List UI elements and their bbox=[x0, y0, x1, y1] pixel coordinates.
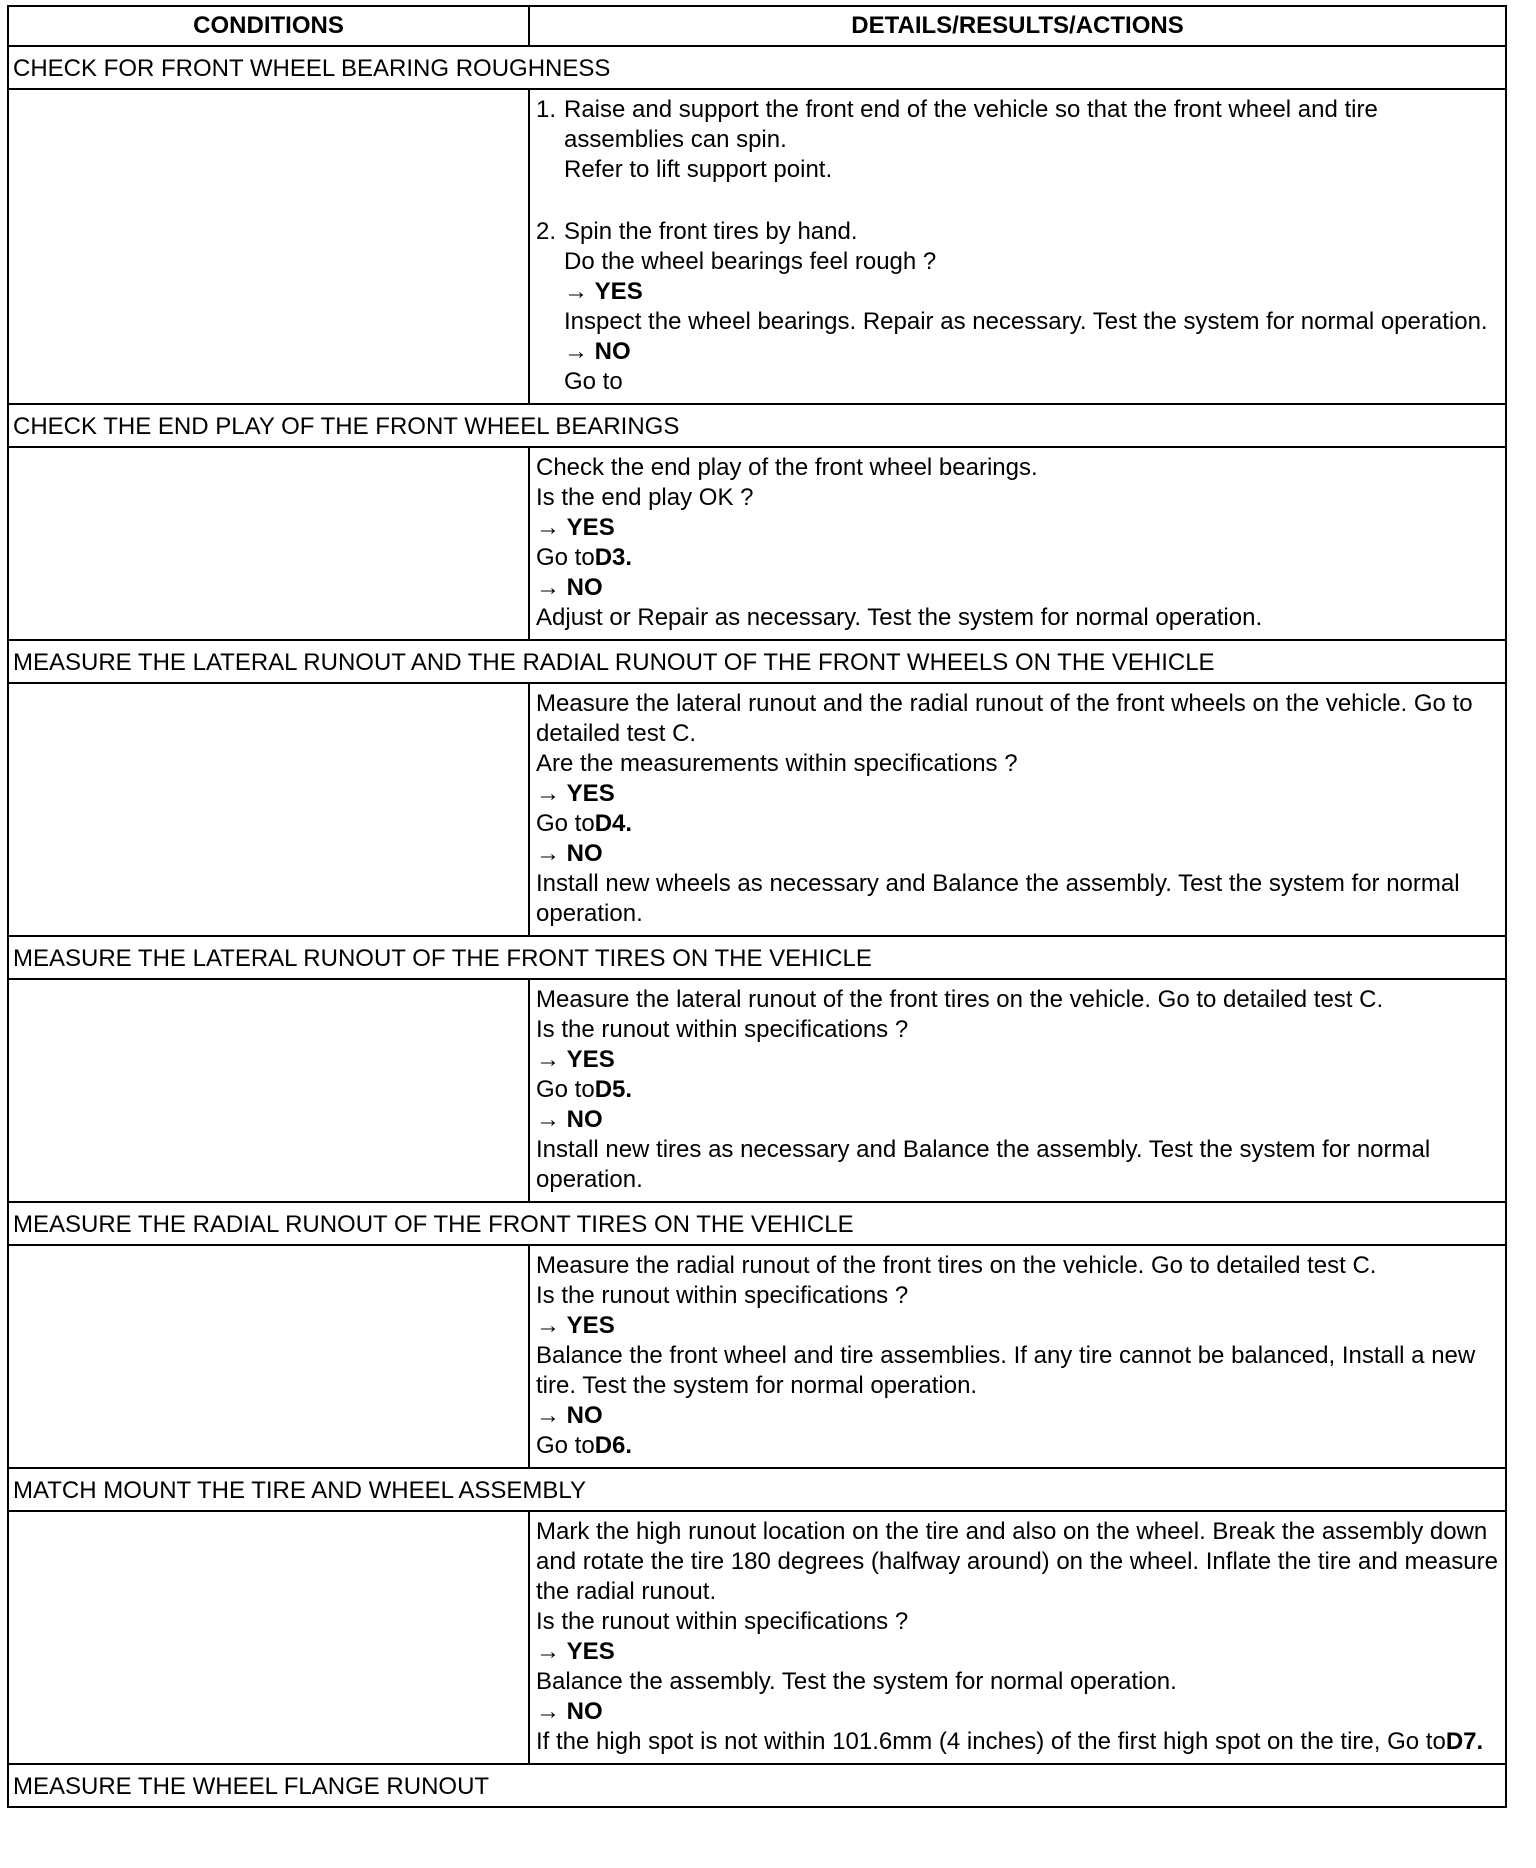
yes-action: Inspect the wheel bearings. Repair as necessary. Test the system for normal operation. bbox=[564, 308, 1488, 335]
instruction-text: Check the end play of the front wheel bearings. bbox=[536, 454, 1038, 481]
section-detail-row bbox=[8, 89, 1506, 404]
no-action: Adjust or Repair as necessary. Test the system for normal operation. bbox=[536, 604, 1263, 631]
details-cell bbox=[529, 1245, 1506, 1468]
arrow-icon: → bbox=[536, 1312, 560, 1339]
section-title: MEASURE THE LATERAL RUNOUT AND THE RADIAL RUNOUT OF THE FRONT WHEELS ON THE VEHICLE bbox=[8, 640, 1506, 683]
yes-branch: → YES bbox=[536, 514, 615, 541]
no-branch: → NO bbox=[536, 1106, 603, 1133]
section-title-row bbox=[8, 640, 1506, 683]
conditions-cell bbox=[8, 1245, 529, 1468]
no-action: Go to bbox=[564, 368, 623, 395]
section-title: MEASURE THE LATERAL RUNOUT OF THE FRONT TIRES ON THE VEHICLE bbox=[8, 936, 1506, 979]
no-action: Go toD6. bbox=[536, 1432, 633, 1459]
instruction-text: Measure the lateral runout of the front tires on the vehicle. Go to detailed test C. bbox=[536, 986, 1384, 1013]
step-1: 1. Raise and support the front end of the vehicle so that the front wheel and tire assemblies can spin. bbox=[536, 96, 1378, 153]
section-detail-row bbox=[8, 1511, 1506, 1764]
no-branch: → NO bbox=[564, 338, 631, 365]
no-branch: → NO bbox=[536, 1402, 603, 1429]
question-text: Is the end play OK ? bbox=[536, 484, 754, 511]
step-1-reference: Refer to lift support point. bbox=[564, 156, 833, 183]
details-cell bbox=[529, 979, 1506, 1202]
section-title: MEASURE THE WHEEL FLANGE RUNOUT bbox=[8, 1764, 1506, 1807]
question-text: Is the runout within specifications ? bbox=[536, 1016, 909, 1043]
section-detail-row bbox=[8, 683, 1506, 936]
instruction-text: Measure the radial runout of the front tires on the vehicle. Go to detailed test C. bbox=[536, 1252, 1377, 1279]
conditions-cell bbox=[8, 683, 529, 936]
section-title: CHECK THE END PLAY OF THE FRONT WHEEL BEARINGS bbox=[8, 404, 1506, 447]
yes-branch: → YES bbox=[536, 780, 615, 807]
conditions-cell bbox=[8, 979, 529, 1202]
yes-action: Go toD5. bbox=[536, 1076, 633, 1103]
arrow-icon: → bbox=[536, 780, 560, 807]
section-title-row bbox=[8, 1764, 1506, 1807]
arrow-icon: → bbox=[536, 574, 560, 601]
section-detail-row bbox=[8, 979, 1506, 1202]
arrow-icon: → bbox=[536, 1402, 560, 1429]
question-text: Are the measurements within specifications ? bbox=[536, 750, 1018, 777]
yes-branch: → YES bbox=[536, 1046, 615, 1073]
section-title-row bbox=[8, 404, 1506, 447]
arrow-icon: → bbox=[536, 1698, 560, 1725]
question-text: Is the runout within specifications ? bbox=[536, 1282, 909, 1309]
arrow-icon: → bbox=[536, 1046, 560, 1073]
question-text: Do the wheel bearings feel rough ? bbox=[564, 248, 937, 275]
arrow-icon: → bbox=[564, 338, 588, 365]
details-cell bbox=[529, 683, 1506, 936]
section-title: CHECK FOR FRONT WHEEL BEARING ROUGHNESS bbox=[8, 46, 1506, 89]
conditions-cell bbox=[8, 89, 529, 404]
section-title-row bbox=[8, 1202, 1506, 1245]
details-cell bbox=[529, 89, 1506, 404]
section-detail-row bbox=[8, 1245, 1506, 1468]
instruction-text: Mark the high runout location on the tire and also on the wheel. Break the assembly down and rotate the tire 180 degrees (halfway around) on the wheel. Inflate the tire and measure the radial runout. bbox=[536, 1518, 1498, 1605]
section-title-row bbox=[8, 46, 1506, 89]
section-title-row bbox=[8, 1468, 1506, 1511]
no-action: Install new wheels as necessary and Balance the assembly. Test the system for normal operation. bbox=[536, 870, 1460, 927]
no-branch: → NO bbox=[536, 574, 603, 601]
section-detail-row bbox=[8, 447, 1506, 640]
details-cell bbox=[529, 1511, 1506, 1764]
no-action: Install new tires as necessary and Balance the assembly. Test the system for normal operation. bbox=[536, 1136, 1431, 1193]
arrow-icon: → bbox=[564, 278, 588, 305]
diagnostic-table bbox=[7, 5, 1507, 1808]
section-title-row bbox=[8, 936, 1506, 979]
no-branch: → NO bbox=[536, 840, 603, 867]
yes-branch: → YES bbox=[536, 1638, 615, 1665]
details-cell bbox=[529, 447, 1506, 640]
yes-action: Go toD4. bbox=[536, 810, 633, 837]
no-branch: → NO bbox=[536, 1698, 603, 1725]
yes-action: Go toD3. bbox=[536, 544, 633, 571]
step-2: 2. Spin the front tires by hand. bbox=[536, 218, 858, 245]
header-details: DETAILS/RESULTS/ACTIONS bbox=[529, 6, 1506, 46]
yes-action: Balance the assembly. Test the system for normal operation. bbox=[536, 1668, 1177, 1695]
section-title: MATCH MOUNT THE TIRE AND WHEEL ASSEMBLY bbox=[8, 1468, 1506, 1511]
arrow-icon: → bbox=[536, 840, 560, 867]
yes-branch: → YES bbox=[564, 278, 643, 305]
conditions-cell bbox=[8, 1511, 529, 1764]
table-header-row bbox=[8, 6, 1506, 46]
question-text: Is the runout within specifications ? bbox=[536, 1608, 909, 1635]
header-conditions: CONDITIONS bbox=[8, 6, 529, 46]
arrow-icon: → bbox=[536, 1106, 560, 1133]
arrow-icon: → bbox=[536, 1638, 560, 1665]
yes-action: Balance the front wheel and tire assemblies. If any tire cannot be balanced, Install a new tire. Test the system for normal operation. bbox=[536, 1342, 1476, 1399]
yes-branch: → YES bbox=[536, 1312, 615, 1339]
arrow-icon: → bbox=[536, 514, 560, 541]
section-title: MEASURE THE RADIAL RUNOUT OF THE FRONT TIRES ON THE VEHICLE bbox=[8, 1202, 1506, 1245]
no-action: If the high spot is not within 101.6mm (4 inches) of the first high spot on the tire, Go toD7. bbox=[536, 1728, 1484, 1755]
conditions-cell bbox=[8, 447, 529, 640]
instruction-text: Measure the lateral runout and the radial runout of the front wheels on the vehicle. Go to detailed test C. bbox=[536, 690, 1473, 747]
